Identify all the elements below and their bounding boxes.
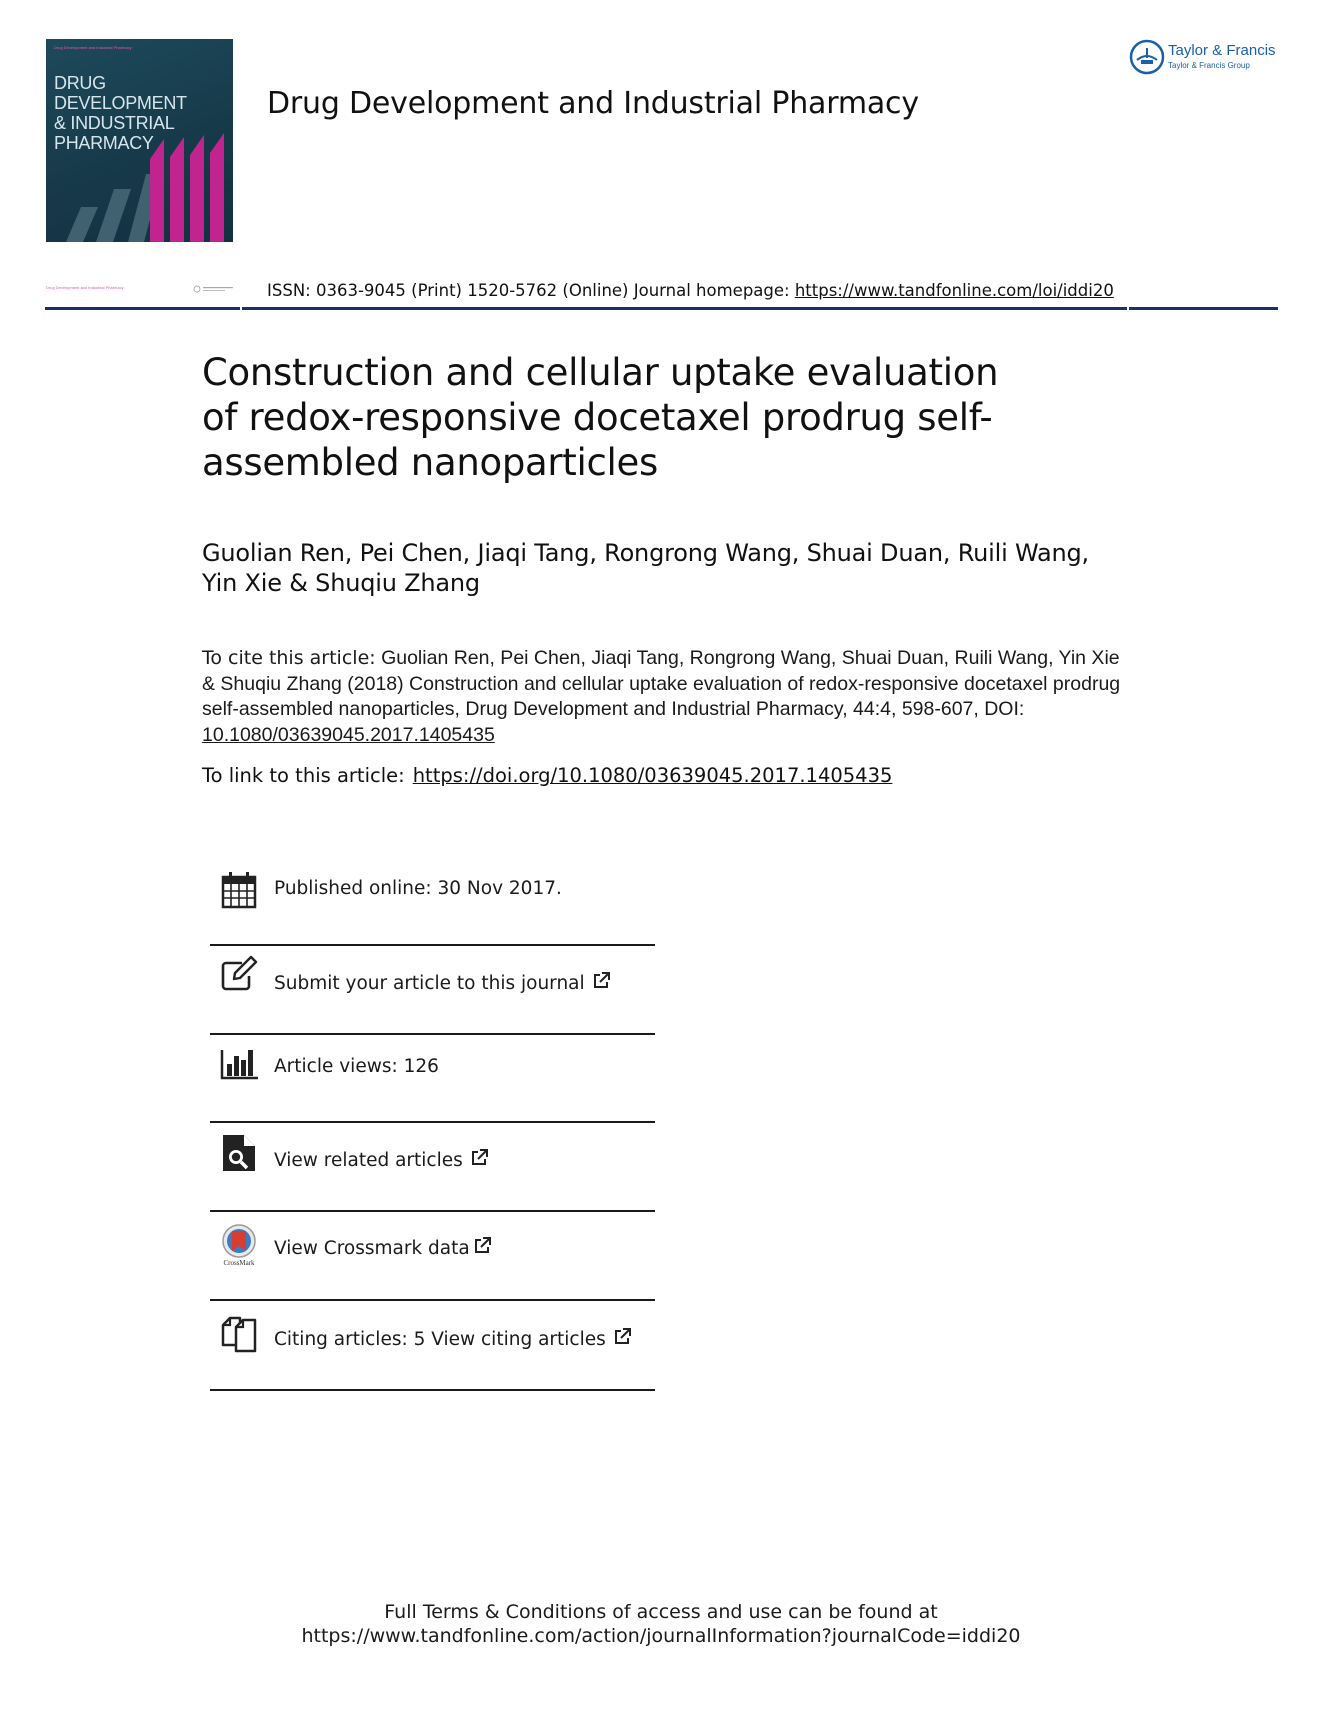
crossmark-logo-text: CrossMark [223, 1259, 255, 1267]
cover-top-text: Drug Development and Industrial Pharmacy [54, 45, 132, 50]
footer-terms-link[interactable]: https://www.tandfonline.com/action/journalInformation?journalCode=iddi20 [301, 1625, 1021, 1647]
publisher-name: Taylor & Francis [1168, 42, 1276, 59]
edit-icon [220, 955, 258, 995]
external-link-icon [591, 971, 611, 991]
related-articles-row[interactable] [210, 1133, 655, 1177]
external-link-icon [612, 1327, 632, 1347]
small-publisher-logo-icon [193, 285, 237, 293]
citation-lead: To cite this article: [202, 647, 376, 669]
citing-articles-row[interactable] [210, 1313, 655, 1357]
view-crossmark-link[interactable]: View Crossmark data [274, 1236, 492, 1259]
issn-line [267, 281, 1114, 300]
cover-small-caption: Drug Development and Industrial Pharmacy [46, 285, 124, 290]
article-title: Construction and cellular uptake evaluation of redox-responsive docetaxel prodrug self-assembled nanoparticles [202, 351, 999, 484]
journal-cover-image [46, 39, 233, 242]
view-citing-articles-link[interactable]: Citing articles: 5 View citing articles [274, 1327, 632, 1350]
citation-text: Guolian Ren, Pei Chen, Jiaqi Tang, Rongrong Wang, Shuai Duan, Ruili Wang, Yin Xie & Shuqiu Zhang (2018) Construction and cellular uptake evaluation of redox-responsive docetaxel prodrug self-assembled nanoparticles, Drug Development and Industrial Pharmacy, 44:4, 598-607, DOI: [202, 647, 1121, 720]
article-views-text: Article views: 126 [274, 1056, 439, 1077]
footer-text: Full Terms & Conditions of access and use can be found at [384, 1601, 938, 1623]
article-link-line [202, 764, 892, 787]
article-doi-url-link[interactable]: https://doi.org/10.1080/03639045.2017.1405435 [412, 764, 893, 787]
info-divider [210, 1121, 655, 1123]
citation-doi-link[interactable]: 10.1080/03639045.2017.1405435 [202, 723, 495, 746]
view-related-articles-link[interactable]: View related articles [274, 1148, 489, 1171]
submit-article-row[interactable] [210, 955, 655, 997]
article-views-row [210, 1044, 655, 1086]
crossmark-row[interactable] [210, 1222, 655, 1272]
citation-block [202, 646, 1132, 748]
calendar-icon [220, 870, 258, 910]
terms-footer [0, 1600, 1322, 1648]
external-link-icon [472, 1236, 492, 1256]
published-online-row [210, 870, 655, 912]
crossmark-icon [220, 1222, 258, 1268]
header-divider [45, 307, 1278, 310]
document-search-icon [220, 1133, 258, 1173]
published-online-text: Published online: 30 Nov 2017. [274, 878, 562, 899]
info-divider [210, 1033, 655, 1035]
info-divider [210, 1389, 655, 1391]
journal-title: Drug Development and Industrial Pharmacy [267, 86, 919, 121]
bar-chart-icon [220, 1044, 258, 1084]
authors-line: Guolian Ren, Pei Chen, Jiaqi Tang, Rongrong Wang, Shuai Duan, Ruili Wang, [202, 539, 1089, 567]
info-divider [210, 944, 655, 946]
issn-text: ISSN: 0363-9045 (Print) 1520-5762 (Online) Journal homepage: [267, 281, 795, 300]
submit-article-link[interactable]: Submit your article to this journal [274, 971, 611, 994]
publisher-group: Taylor & Francis Group [1168, 61, 1250, 70]
cover-title: DRUG DEVELOPMENT & INDUSTRIAL PHARMACY [54, 73, 187, 153]
authors-line: Yin Xie & Shuqiu Zhang [202, 569, 480, 597]
journal-homepage-link[interactable]: https://www.tandfonline.com/loi/iddi20 [794, 281, 1114, 300]
info-divider [210, 1299, 655, 1301]
publisher-logo-icon [1128, 38, 1166, 76]
external-link-icon [469, 1148, 489, 1168]
copy-documents-icon [220, 1313, 258, 1353]
article-authors [202, 538, 1162, 598]
article-link-lead: To link to this article: [202, 764, 405, 787]
info-divider [210, 1210, 655, 1212]
publisher-logo[interactable] [1128, 38, 1288, 78]
